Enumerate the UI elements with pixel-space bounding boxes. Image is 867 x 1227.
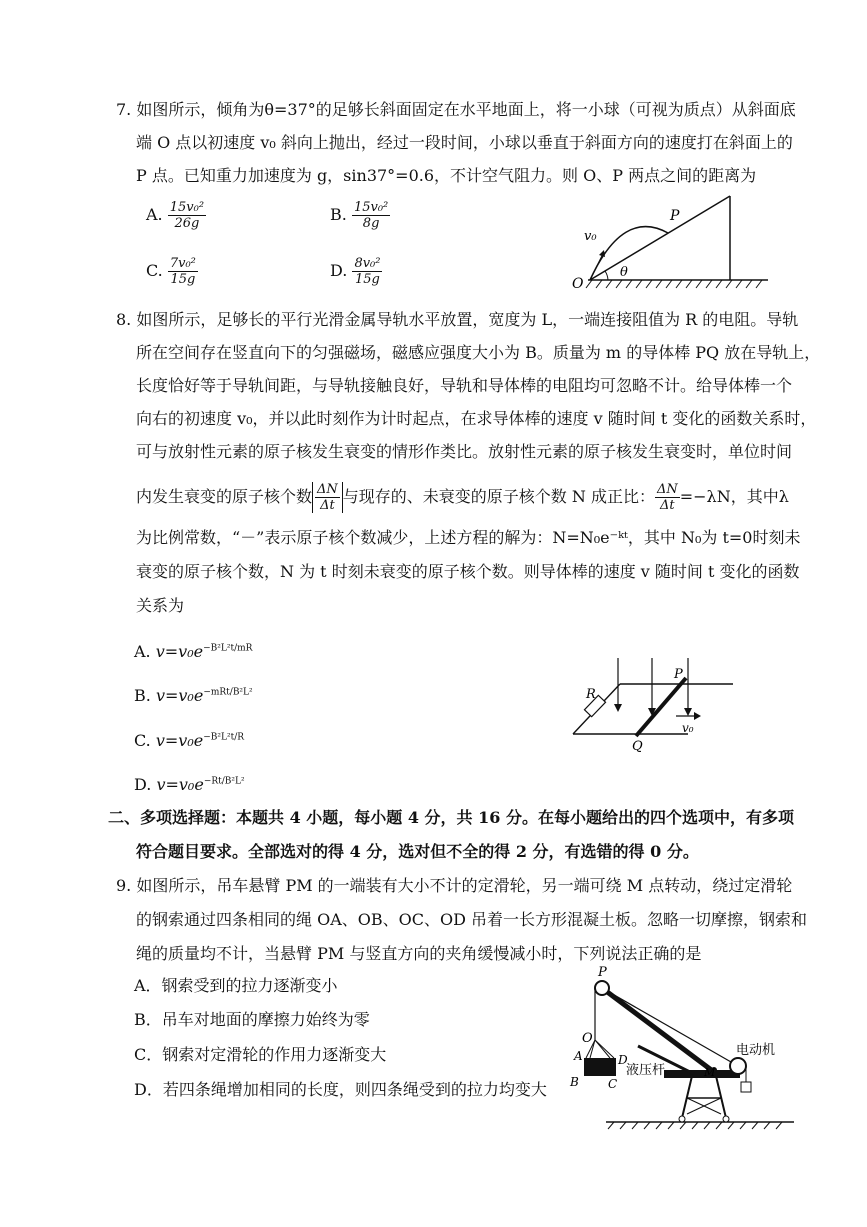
incline-surface xyxy=(590,196,730,280)
q9-crane-figure xyxy=(566,962,798,1132)
q9-line2: 的钢索通过四条相同的绳 OA、OB、OC、OD 吊着一长方形混凝土板。忽略一切摩擦，钢索和 xyxy=(136,910,808,929)
motor-label: 电动机 xyxy=(736,1043,776,1058)
q8-option-c[interactable]: C. $v=v_0e^{-B^2L^2t/R}$ xyxy=(134,731,245,750)
motor-icon xyxy=(730,1058,746,1074)
section2-line1: 二、多项选择题：本题共 4 小题，每小题 4 分，共 16 分。在每小题给出的四个选项中，有多项 xyxy=(108,808,794,827)
q8-line1: 8. 如图所示，足够长的平行光滑金属导轨水平放置，宽度为 L，一端连接阻值为 R 的电阻。导轨 xyxy=(116,310,799,329)
q9-option-a[interactable]: A．钢索受到的拉力逐渐变小 xyxy=(134,976,338,995)
q9-option-c[interactable]: C．钢索对定滑轮的作用力逐渐变大 xyxy=(134,1045,387,1064)
velocity-arrow-icon xyxy=(599,250,605,257)
point-o-label: O xyxy=(582,1031,593,1046)
q7-option-c[interactable]: C. $\frac{\text{7v₀²}}{15g}$ xyxy=(146,256,196,287)
counterweight xyxy=(741,1082,751,1092)
q8-line2: 所在空间存在竖直向下的匀强磁场，磁感应强度大小为 B。质量为 m 的导体棒 PQ 放在导轨上， xyxy=(136,343,821,362)
q7-line1: 7. 如图所示，倾角为θ=37°的足够长斜面固定在水平地面上，将一小球（可视为质点）从斜面底 xyxy=(116,100,796,119)
q8-rail-figure xyxy=(568,650,738,760)
v0-arrow-icon xyxy=(694,712,701,720)
abs-rate-fraction: $\frac{\Delta N}{\Delta t}$ xyxy=(312,482,343,513)
q7-option-d[interactable]: D. $\frac{\text{8v₀²}}{15g}$ xyxy=(330,256,381,287)
q8-line6: 内发生衰变的原子核个数 $\frac{\Delta N}{\Delta t}$ 与现存的、未衰变的原子核个数 N 成正比： $\frac{\Delta N}{\Delta t}$ =−λN，其中λ xyxy=(136,482,789,513)
rate-fraction: $\frac{\Delta N}{\Delta t}$ xyxy=(656,482,678,513)
q7-line3: P 点。已知重力加速度为 g，sin37°=0.6，不计空气阻力。则 O、P 两点之间的距离为 xyxy=(136,166,757,185)
q8-option-a[interactable]: A. $v=v_0e^{-B^2L^2t/mR}$ xyxy=(134,642,253,661)
theta-label: θ xyxy=(620,265,628,280)
point-b-label: B xyxy=(570,1075,579,1089)
q9-option-b[interactable]: B．吊车对地面的摩擦力始终为零 xyxy=(134,1010,370,1029)
q8-line5: 可与放射性元素的原子核发生衰变的情形作类比。放射性元素的原子核发生衰变时，单位时间 xyxy=(136,442,793,461)
q8-line4: 向右的初速度 v₀，并以此时刻作为计时起点，在求导体棒的速度 v 随时间 t 变化的函数关系时， xyxy=(136,409,817,428)
concrete-slab xyxy=(584,1058,616,1076)
q9-line3: 绳的质量均不计，当悬臂 PM 与竖直方向的夹角缓慢减小时，下列说法正确的是 xyxy=(136,944,702,963)
q8-option-d[interactable]: D. $v=v_0e^{-Rt/B^2L^2}$ xyxy=(134,775,245,794)
resistor-label: R xyxy=(586,687,596,702)
q7-option-b[interactable]: B. $\frac{\text{15v₀²}}{8g}$ xyxy=(330,200,389,231)
q7-option-a[interactable]: A. $\frac{\text{15v₀²}}{26g}$ xyxy=(146,200,205,231)
point-o-label: O xyxy=(572,276,584,292)
point-d-label: D xyxy=(618,1053,628,1067)
point-c-label: C xyxy=(608,1077,618,1091)
v0-label: v₀ xyxy=(584,229,597,244)
hydraulic-rod-label: 液压杆 xyxy=(626,1063,666,1078)
q7-line2: 端 O 点以初速度 v₀ 斜向上抛出，经过一段时间，小球以垂直于斜面方向的速度打在斜面上的 xyxy=(136,133,793,152)
q9-option-d[interactable]: D．若四条绳增加相同的长度，则四条绳受到的拉力均变大 xyxy=(134,1080,547,1099)
point-p-label: P xyxy=(670,208,680,224)
v0-label: v₀ xyxy=(682,721,694,735)
point-p-label: P xyxy=(598,965,607,980)
q9-line1: 9. 如图所示，吊车悬臂 PM 的一端装有大小不计的定滑轮，另一端可绕 M 点转动，绕过定滑轮 xyxy=(116,876,793,895)
q8-option-b[interactable]: B. $v=v_0e^{-mRt/B^2L^2}$ xyxy=(134,686,253,705)
q8-line9: 关系为 xyxy=(136,596,185,615)
q8-line7: 为比例常数，“－”表示原子核个数减少，上述方程的解为：N=N₀e⁻ᵏᵗ，其中 N₀为 t=0时刻未 xyxy=(136,528,801,547)
section2-line2: 符合题目要求。全部选对的得 4 分，选对但不全的得 2 分，有选错的得 0 分。 xyxy=(136,842,699,861)
point-m-label: M xyxy=(704,1066,716,1079)
pulley-icon xyxy=(595,981,609,995)
q8-line3: 长度恰好等于导轨间距，与导轨接触良好，导轨和导体棒的电阻均可忽略不计。给导体棒一个 xyxy=(136,376,793,395)
q7-incline-figure xyxy=(568,188,773,293)
point-q-label: Q xyxy=(632,739,643,754)
point-p-label: P xyxy=(674,667,683,682)
conductor-rod xyxy=(636,678,686,736)
q8-line8: 衰变的原子核个数，N 为 t 时刻未衰变的原子核个数。则导体棒的速度 v 随时间 t 变化的函数 xyxy=(136,562,800,581)
point-a-label: A xyxy=(574,1049,583,1063)
crane-base xyxy=(664,1070,740,1078)
